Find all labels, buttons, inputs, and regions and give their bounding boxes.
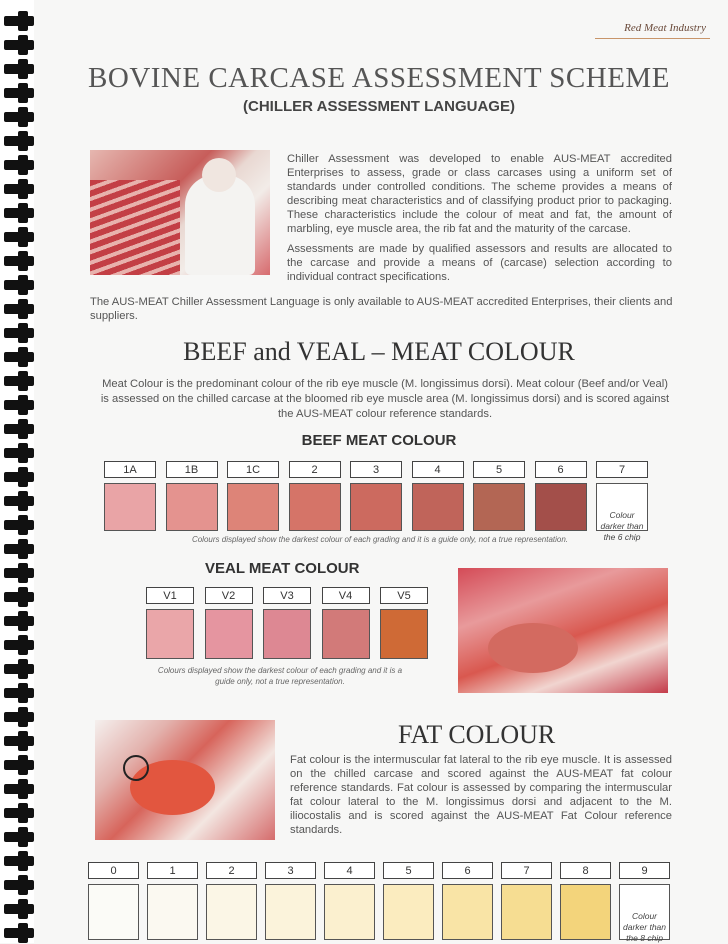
page-subtitle: (CHILLER ASSESSMENT LANGUAGE) [243,98,515,115]
fat-chip-swatch [206,884,257,940]
beef-chip-label: 1B [166,461,218,478]
binding-ring [4,496,34,506]
beef-chip-7 [596,461,648,542]
binding-ring [4,904,34,914]
worker-head-image-part [202,158,236,192]
intro-paragraph-2: Assessments are made by qualified assessors and results are allocated to the carcase and provide a means of (carcase) selection according to individual contract specifications. [287,243,672,283]
beef-chip-6 [535,461,587,531]
veal-chip-swatch [322,609,370,659]
binding-ring [4,928,34,938]
fat-chip-9 [619,862,670,943]
fat-chip-swatch [383,884,434,940]
veal-chip-v3 [263,587,311,659]
carcase-image-part [90,180,180,275]
rib-eye-photo [458,568,668,693]
binding-ring [4,808,34,818]
binding-ring [4,184,34,194]
worker-photo [90,150,270,275]
binding-ring [4,232,34,242]
veal-chip-label: V3 [263,587,311,604]
binding-ring [4,736,34,746]
assessment-ring-image-part [123,755,149,781]
veal-chip-label: V1 [146,587,194,604]
header-rule [595,38,710,39]
fat-chip-4 [324,862,375,940]
binding-ring [4,760,34,770]
binding-ring [4,880,34,890]
fat-chip-label: 3 [265,862,316,879]
binding-ring [4,472,34,482]
binding-ring [4,400,34,410]
beef-chip-swatch [596,483,648,542]
veal-chip-v4 [322,587,370,659]
binding-ring [4,376,34,386]
veal-chip-swatch [263,609,311,659]
beef-chip-1c [227,461,279,531]
binding-ring [4,544,34,554]
meat-colour-title: BEEF and VEAL – MEAT COLOUR [183,337,575,366]
veal-chip-swatch [146,609,194,659]
beef-chip-swatch [104,483,156,531]
veal-colour-heading: VEAL MEAT COLOUR [205,560,360,577]
veal-chip-v1 [146,587,194,659]
beef-chip-label: 5 [473,461,525,478]
binding-ring [4,16,34,26]
page-title: BOVINE CARCASE ASSESSMENT SCHEME [88,62,670,94]
beef-chip-swatch [227,483,279,531]
binding-ring [4,160,34,170]
meat-colour-text: Meat Colour is the predominant colour of the rib eye muscle (M. longissimus dorsi). Meat colour (Beef and/or Veal) is assessed on the chilled carcase at the bloomed rib eye muscle area (M. longissimus dorsi) and is scored against the AUS-MEAT colour reference standards. [100,378,670,420]
binding-ring [4,136,34,146]
fat-chip-label: 1 [147,862,198,879]
fat-chip-swatch [265,884,316,940]
beef-chip-1a [104,461,156,531]
veal-colour-caption: Colours displayed show the darkest colour of each grading and it is a guide only, not a true representation. [157,666,403,686]
fat-chip-label: 5 [383,862,434,879]
binding-ring [4,208,34,218]
beef-chip-1b [166,461,218,531]
fat-chip-label: 0 [88,862,139,879]
fat-chip-swatch [619,884,670,943]
fat-chip-0 [88,862,139,940]
fat-colour-text: Fat colour is the intermuscular fat lateral to the rib eye muscle. It is assessed on the chilled carcase and scored against the AUS-MEAT fat colour reference standards. Fat colour is assessed by comparing the intermuscular fat colour lateral to the M. longissimus dorsi and adjacent to the M. iliocostalis and is scored against the AUS-MEAT Fat Colour reference standards. [290,754,672,836]
binding-ring [4,280,34,290]
beef-colour-heading: BEEF MEAT COLOUR [301,432,457,449]
fat-chip-8 [560,862,611,940]
veal-chip-swatch [380,609,428,659]
rib-eye-image-part [488,623,578,673]
beef-chip-label: 6 [535,461,587,478]
binding-ring [4,256,34,266]
fat-colour-title: FAT COLOUR [398,720,556,749]
intro-paragraph-1: Chiller Assessment was developed to enable AUS-MEAT accredited Enterprises to assess, grade or class carcases using a uniform set of standards under controlled conditions. The scheme provides a means of describing meat characteristics and of classifying product prior to packaging. These characteristics include the colour of meat and fat, the amount of marbling, eye muscle area, the rib fat and the maturity of the carcase. [287,153,672,235]
veal-chip-label: V4 [322,587,370,604]
binding-ring [4,664,34,674]
intro-paragraph-3: The AUS-MEAT Chiller Assessment Language is only available to AUS-MEAT accredited Enterprises, their clients and suppliers. [90,296,673,322]
beef-chip-4 [412,461,464,531]
veal-chip-label: V5 [380,587,428,604]
fat-chip-swatch [147,884,198,940]
binding-ring [4,688,34,698]
veal-chip-label: V2 [205,587,253,604]
fat-chip-2 [206,862,257,940]
veal-chip-v2 [205,587,253,659]
fat-chip-swatch [88,884,139,940]
binding-ring [4,520,34,530]
binding-ring [4,856,34,866]
spiral-binding [0,0,34,943]
binding-ring [4,448,34,458]
beef-chip-label: 2 [289,461,341,478]
beef-chip-3 [350,461,402,531]
fat-chip-3 [265,862,316,940]
fat-chip-swatch [442,884,493,940]
binding-ring [4,616,34,626]
fat-chip-label: 7 [501,862,552,879]
fat-chip-5 [383,862,434,940]
fat-chip-label: 8 [560,862,611,879]
binding-ring [4,40,34,50]
veal-chip-v5 [380,587,428,659]
beef-colour-caption: Colours displayed show the darkest colour of each grading and it is a guide only, not a true representation. [191,535,569,544]
veal-chip-swatch [205,609,253,659]
fat-chip-swatch [560,884,611,940]
beef-chip-note: Colour darker than the 6 chip [600,510,644,542]
header-label: Red Meat Industry [624,22,706,34]
fat-chip-swatch [501,884,552,940]
fat-chip-label: 9 [619,862,670,879]
beef-chip-label: 1A [104,461,156,478]
beef-chip-label: 1C [227,461,279,478]
binding-ring [4,712,34,722]
binding-ring [4,784,34,794]
fat-chip-swatch [324,884,375,940]
fat-chip-7 [501,862,552,940]
fat-chip-label: 2 [206,862,257,879]
fat-chip-label: 6 [442,862,493,879]
fat-chip-note: Colour darker than the 8 chip [623,911,666,943]
beef-chip-swatch [473,483,525,531]
beef-chip-label: 3 [350,461,402,478]
beef-chip-5 [473,461,525,531]
binding-ring [4,640,34,650]
fat-chip-1 [147,862,198,940]
binding-ring [4,304,34,314]
beef-chip-swatch [350,483,402,531]
binding-ring [4,592,34,602]
beef-chip-swatch [535,483,587,531]
fat-chip-label: 4 [324,862,375,879]
beef-chip-swatch [412,483,464,531]
binding-ring [4,568,34,578]
fat-chip-6 [442,862,493,940]
binding-ring [4,832,34,842]
beef-chip-2 [289,461,341,531]
beef-chip-label: 4 [412,461,464,478]
beef-chip-swatch [166,483,218,531]
beef-chip-swatch [289,483,341,531]
beef-chip-label: 7 [596,461,648,478]
fat-assessment-photo [95,720,275,840]
